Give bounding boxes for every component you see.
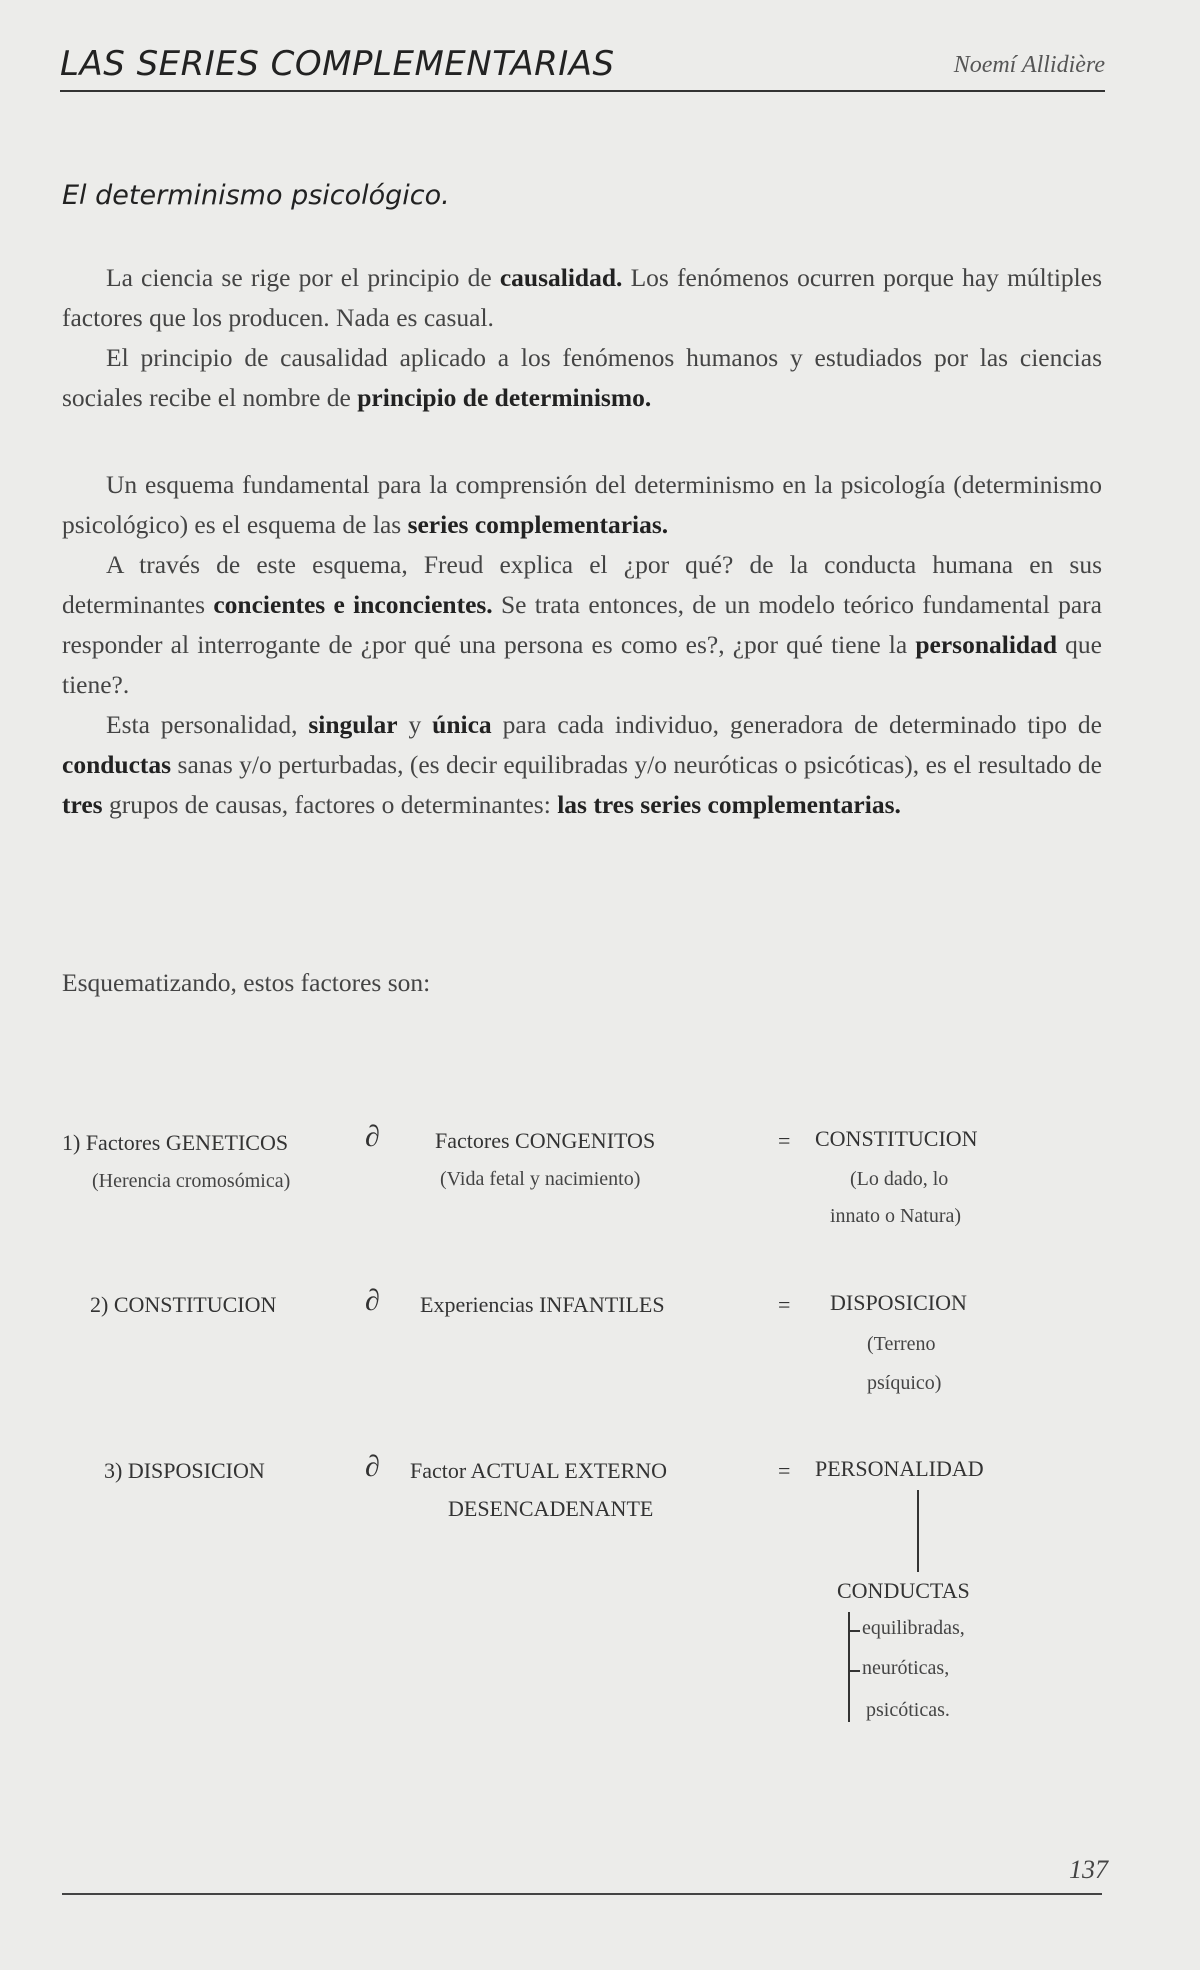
schema-row1-mid: Factores CONGENITOS: [435, 1128, 656, 1153]
paragraph-esquematizando: Esquematizando, estos factores son:: [62, 968, 431, 997]
complement-symbol-icon: ∂: [365, 1120, 380, 1153]
schema-row2-right-sub1: (Terreno: [867, 1333, 936, 1355]
paragraph-esquema: Un esquema fundamental para la comprensión del determinismo en la psicología (determinismo psicológico) es el esquema de las series complementarias.: [62, 470, 1102, 539]
conductas-item: psicóticas.: [866, 1699, 950, 1721]
schema-row2-eq: =: [778, 1292, 791, 1317]
complement-symbol-icon: ∂: [365, 1450, 380, 1483]
conductas-label: CONDUCTAS: [837, 1578, 970, 1603]
schema-row1-right: CONSTITUCION: [815, 1126, 978, 1151]
schema-row3-right: PERSONALIDAD: [815, 1456, 984, 1481]
section-heading: El determinismo psicológico.: [62, 180, 450, 211]
schema-row2-mid: Experiencias INFANTILES: [420, 1292, 665, 1317]
footer-rule: [62, 1893, 1102, 1895]
complement-symbol-icon: ∂: [365, 1284, 380, 1317]
schema-row1-left-sub: (Herencia cromosómica): [92, 1170, 291, 1192]
schema-row2-right: DISPOSICION: [830, 1290, 967, 1315]
paragraph-personalidad: Esta personalidad, singular y única para cada individuo, generadora de determinado tipo de conductas sanas y/o perturbadas, (es decir equilibradas y/o neuróticas o psicóticas), es el resultado de tres grupos de causas, factores o determinantes: las tres series complementarias.: [62, 710, 1102, 819]
schema-row1-right-sub1: (Lo dado, lo: [850, 1168, 949, 1190]
conductas-tick: [848, 1670, 860, 1672]
schema-row3-mid-sub: DESENCADENANTE: [448, 1496, 654, 1521]
header-title: LAS SERIES COMPLEMENTARIAS: [60, 44, 615, 84]
conductas-item: neuróticas,: [862, 1657, 950, 1679]
conductas-tick: [848, 1630, 860, 1632]
paragraph-determinismo: El principio de causalidad aplicado a los fenómenos humanos y estudiados por las ciencias sociales recibe el nombre de principio de determinismo.: [62, 343, 1102, 412]
paragraph-causalidad: La ciencia se rige por el principio de causalidad. Los fenómenos ocurren porque hay múltiples factores que los producen. Nada es casual.: [62, 263, 1102, 332]
schema-row1-left: 1) Factores GENETICOS: [62, 1130, 289, 1155]
schema-row1-mid-sub: (Vida fetal y nacimiento): [440, 1168, 641, 1190]
page-number: 137: [1069, 1855, 1108, 1884]
schema-row3-left: 3) DISPOSICION: [104, 1458, 265, 1483]
schema-row2-right-sub2: psíquico): [867, 1372, 942, 1394]
connector-line: [917, 1490, 919, 1572]
schema-row1-eq: =: [778, 1128, 791, 1153]
header-author: Noemí Allidière: [953, 52, 1105, 78]
schema-row1-right-sub2: innato o Natura): [830, 1205, 962, 1227]
schema-row3-mid: Factor ACTUAL EXTERNO: [410, 1458, 668, 1483]
conductas-bracket: [848, 1612, 850, 1722]
schema-row2-left: 2) CONSTITUCION: [90, 1292, 277, 1317]
paragraph-freud: A través de este esquema, Freud explica el ¿por qué? de la conducta humana en sus determinantes concientes e inconcientes. Se trata entonces, de un modelo teórico fundamental para responder al interrogante de ¿por qué una persona es como es?, ¿por qué tiene la personalidad que tiene?.: [62, 550, 1102, 699]
schema-row3-eq: =: [778, 1458, 791, 1483]
conductas-item: equilibradas,: [862, 1617, 965, 1639]
